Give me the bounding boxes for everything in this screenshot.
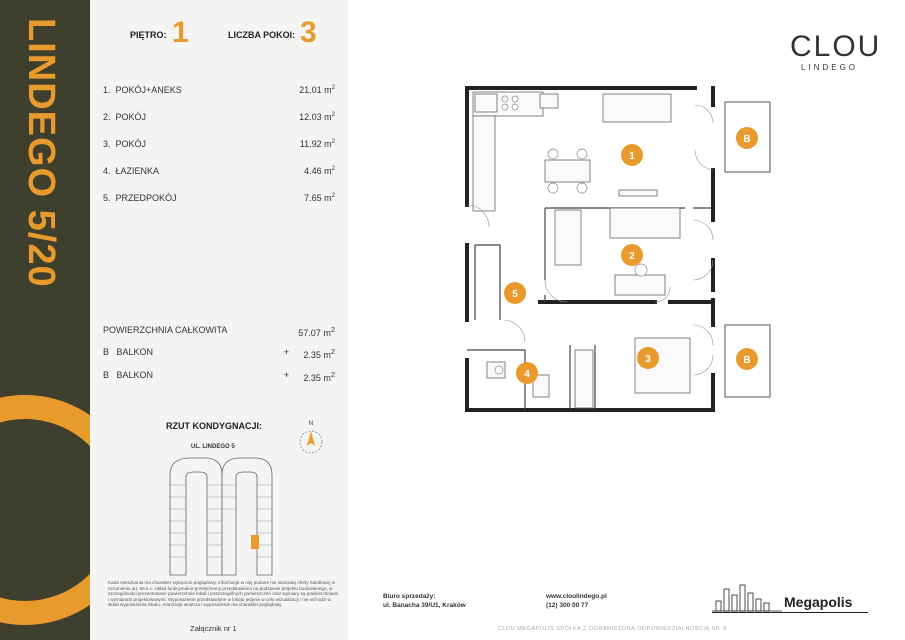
sales-office: Biuro sprzedaży: ul. Banacha 39/U1, Kraków: [383, 593, 466, 609]
svg-text:2: 2: [629, 251, 635, 262]
rooms-label: LICZBA POKOI:: [228, 30, 296, 40]
apartment-floor-plan: [455, 80, 785, 420]
svg-text:3: 3: [645, 354, 651, 365]
balcony-row: B BALKON + 2.35 $m^2$: [103, 347, 335, 360]
floorplan-key-title: RZUT KONDYGNACJI:: [166, 421, 262, 431]
skyline-icon: [712, 583, 782, 613]
clou-logo: CLOU: [790, 30, 882, 63]
svg-text:5: 5: [512, 289, 518, 300]
clou-logo-sub: LINDEGO: [801, 63, 859, 72]
website-link[interactable]: www.cloulindego.pl: [546, 593, 607, 600]
phone-number[interactable]: (12) 300 00 77: [546, 602, 589, 609]
divider: [712, 612, 868, 613]
room-row: 3. POKÓJ 11.92 $m^2$: [103, 139, 335, 149]
total-area-row: POWIERZCHNIA CAŁKOWITA 57.07 $m^2$: [103, 325, 335, 338]
floor-value: 1: [172, 16, 189, 49]
floor-label: PIĘTRO:: [130, 30, 167, 40]
company-name: CLOU MEGAPOLIS SPÓŁKA Z OGRANICZONĄ ODPOWIEDZIALNOŚCIĄ SP. K.: [498, 626, 730, 632]
svg-text:4: 4: [524, 369, 530, 380]
sidebar: [0, 0, 90, 640]
megapolis-logo: Megapolis: [784, 594, 853, 610]
apartment-highlight: [251, 535, 259, 549]
room-row: 5. PRZEDPOKÓJ 7.65 $m^2$: [103, 193, 335, 203]
svg-text:B: B: [743, 355, 751, 366]
svg-text:B: B: [743, 134, 751, 145]
svg-text:1: 1: [629, 151, 635, 162]
building-title: LINDEGO 5/20: [20, 18, 62, 288]
room-row: 2. POKÓJ 12.03 $m^2$: [103, 112, 335, 122]
north-compass-icon: [296, 418, 326, 458]
street-label: UL. LINDEGO 5: [191, 444, 235, 450]
balcony-row: B BALKON + 2.35 $m^2$: [103, 370, 335, 383]
disclaimer-text: Karta mieszkania ma charakter wyłącznie poglądowy. Informacje w niej podane nie stanowią oferty handlowej w rozumieniu art. 66 k.c. Układ funkcjonalno-przestrzenny przedstawiono na podstawie projektu budowlanego, w szczególności prezentowane powierzchnie lokali i poszczególnych pomieszczeń oraz wymiary są powierzchniami i wymiarami projektowanymi. Wyposażenie przedstawione w lokalu jedynie w celu wizualizacji i nie wchodzi w skład wyposażenia lokalu. Aranżacja wnętrza i wyposażenie ma charakter poglądowy.: [108, 580, 339, 608]
decorative-arc: [0, 395, 90, 625]
attachment-label: Załącznik nr 1: [190, 624, 237, 633]
building-key-plan: [160, 455, 280, 580]
rooms-value: 3: [300, 16, 317, 49]
room-row: 4. ŁAZIENKA 4.46 $m^2$: [103, 166, 335, 176]
svg-text:N: N: [308, 421, 314, 427]
room-row: 1. POKÓJ+ANEKS 21.01 $m^2$: [103, 85, 335, 95]
contact-info: [546, 592, 607, 610]
